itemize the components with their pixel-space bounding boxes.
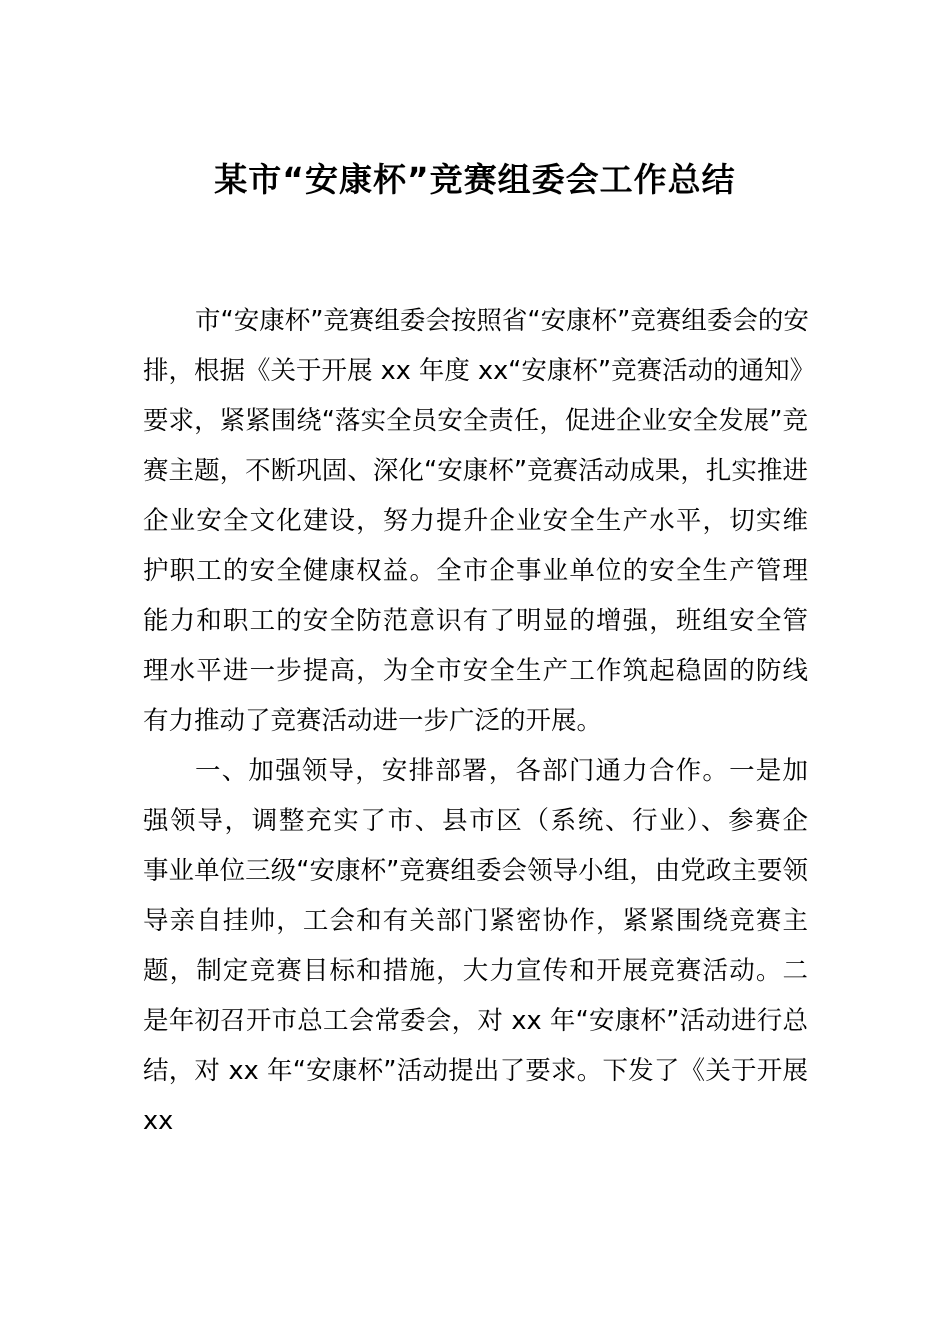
body-line: 一、加强领导，安排部署，各部门通力合作。一是加 — [195, 756, 808, 786]
body-line: 排，根据《关于开展 xx 年度 xx“安康杯”竞赛活动的通知》 — [143, 356, 816, 386]
body-line: 市“安康杯”竞赛组委会按照省“安康杯”竞赛组委会的安 — [195, 306, 809, 336]
body-line: 是年初召开市总工会常委会，对 xx 年“安康杯”活动进行总 — [143, 1006, 808, 1036]
body-line: 护职工的安全健康权益。全市企事业单位的安全生产管理 — [143, 556, 808, 586]
body-line: 企业安全文化建设，努力提升企业安全生产水平，切实维 — [143, 506, 808, 536]
body-line: 理水平进一步提高，为全市安全生产工作筑起稳固的防线 — [143, 656, 808, 686]
document-title: 某市“安康杯”竞赛组委会工作总结 — [214, 160, 736, 199]
body-line: 要求，紧紧围绕“落实全员安全责任，促进企业安全发展”竞 — [143, 406, 808, 436]
body-line: 能力和职工的安全防范意识有了明显的增强，班组安全管 — [143, 606, 808, 636]
body-line: 事业单位三级“安康杯”竞赛组委会领导小组，由党政主要领 — [143, 856, 808, 886]
body-line: 结，对 xx 年“安康杯”活动提出了要求。下发了《关于开展 — [143, 1056, 808, 1086]
document-body — [143, 296, 816, 1146]
body-line: 有力推动了竞赛活动进一步广泛的开展。 — [143, 706, 603, 736]
body-line: 强领导，调整充实了市、县市区（系统、行业）、参赛企 — [143, 806, 808, 836]
body-line: 题，制定竞赛目标和措施，大力宣传和开展竞赛活动。二 — [143, 956, 808, 986]
body-line: xx — [143, 1106, 174, 1136]
body-line: 赛主题，不断巩固、深化“安康杯”竞赛活动成果，扎实推进 — [143, 456, 808, 486]
body-line: 导亲自挂帅，工会和有关部门紧密协作，紧紧围绕竞赛主 — [143, 906, 808, 936]
